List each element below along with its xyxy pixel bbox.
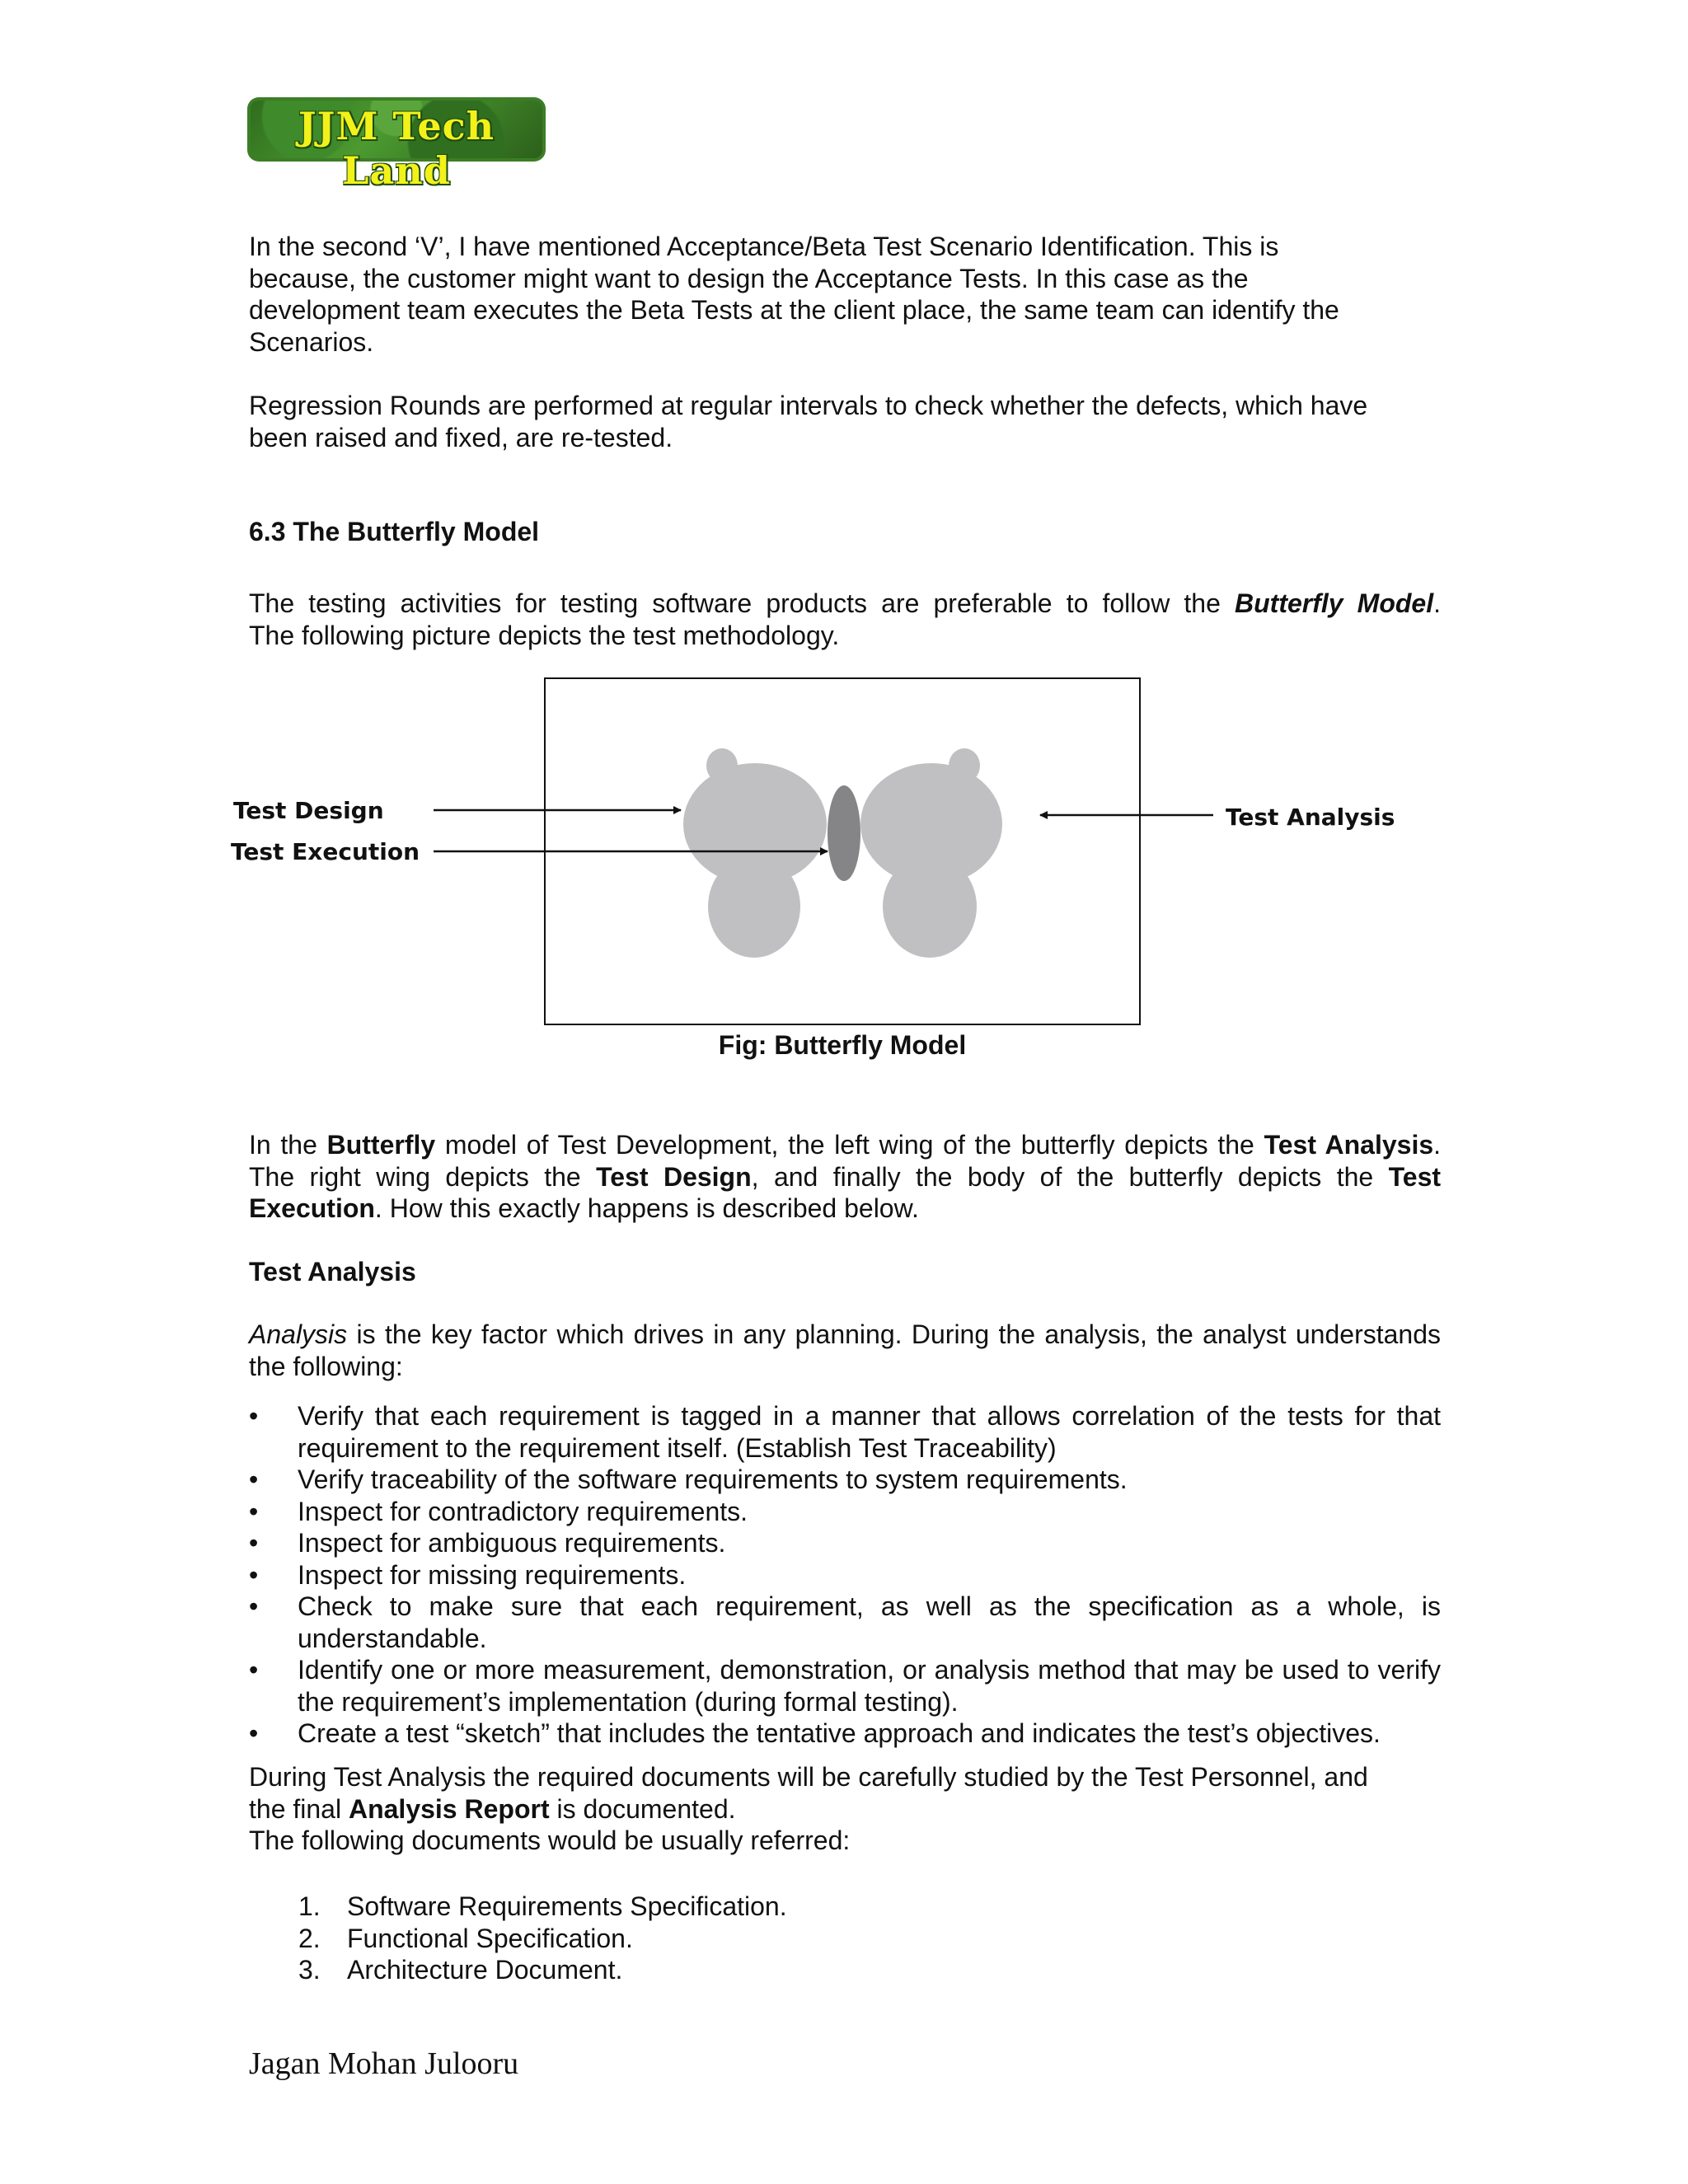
analysis-emphasis: Analysis	[249, 1319, 348, 1349]
analysis-after-paragraph	[249, 1761, 1441, 1857]
analysis-bullet-list	[249, 1400, 1441, 1750]
desc-text: , and finally the body of the butterfly depicts the	[751, 1161, 1389, 1192]
desc-bold: Test Execution	[249, 1161, 1442, 1223]
list-item-text: Verify that each requirement is tagged in a manner that allows correlation of the tests for that requirement to the requirement itself. (Establish Test Traceability)	[298, 1401, 1441, 1463]
list-item	[249, 1464, 1441, 1496]
list-item-text: Create a test “sketch” that includes the tentative approach and indicates the test’s objectives.	[298, 1718, 1381, 1748]
test-analysis-heading: Test Analysis	[249, 1257, 416, 1286]
left-wing	[683, 748, 827, 958]
intro-p1-line: In the second ‘V’, I have mentioned Acceptance/Beta Test Scenario Identification. This is	[249, 232, 1279, 261]
list-item	[249, 1954, 787, 1986]
list-item-text: Inspect for contradictory requirements.	[298, 1496, 748, 1526]
desc-bold: Test Design	[596, 1161, 752, 1192]
list-number: 2.	[298, 1923, 321, 1953]
after-line-3: The following documents would be usually referred:	[249, 1825, 851, 1855]
intro-p2-line: Regression Rounds are performed at regular intervals to check whether the defects, which have	[249, 391, 1368, 420]
butterfly-body	[828, 785, 860, 881]
intro-p1-line: Scenarios.	[249, 326, 374, 357]
label-test-execution: Test Execution	[231, 838, 420, 865]
analysis-intro	[249, 1319, 1441, 1382]
lead-period: .	[1433, 588, 1442, 618]
list-number: 3.	[298, 1955, 321, 1985]
lead-text: The testing activities for testing software products are preferable to follow the	[249, 588, 1236, 618]
list-item	[249, 1527, 1441, 1559]
after-line-1: During Test Analysis the required documents will be carefully studied by the Test Personnel, and	[249, 1762, 1368, 1792]
list-item-text: Identify one or more measurement, demonstration, or analysis method that may be used to verify the requirement’s implementation (during formal testing).	[298, 1655, 1441, 1717]
analysis-intro-text: is the key factor which drives in any planning. During the analysis, the analyst understands the following:	[249, 1319, 1441, 1381]
intro-p1-line: development team executes the Beta Tests at the client place, the same team can identify the	[249, 295, 1339, 325]
intro-p2-line: been raised and fixed, are re-tested.	[249, 422, 673, 452]
list-item	[249, 1654, 1441, 1718]
list-item-text: Software Requirements Specification.	[347, 1891, 787, 1921]
desc-text: model of Test Development, the left wing of the butterfly depicts the	[435, 1130, 1264, 1160]
desc-text: . The right wing depicts the	[249, 1130, 1442, 1192]
after-text: the final	[249, 1793, 349, 1824]
butterfly-description	[249, 1129, 1441, 1225]
label-test-analysis: Test Analysis	[1226, 804, 1395, 831]
bullet-icon: •	[249, 1496, 259, 1526]
after-bold: Analysis Report	[348, 1793, 550, 1824]
list-item-text: Verify traceability of the software requirements to system requirements.	[298, 1465, 1128, 1494]
list-item-text: Check to make sure that each requirement, as well as the specification as a whole, is understandable.	[298, 1591, 1441, 1653]
left-upper-wing	[683, 763, 827, 885]
list-item-text: Inspect for ambiguous requirements.	[298, 1528, 726, 1558]
list-item-text: Functional Specification.	[347, 1923, 633, 1953]
section-heading: 6.3 The Butterfly Model	[249, 517, 540, 546]
bullet-icon: •	[249, 1401, 259, 1431]
list-item	[249, 1496, 1441, 1528]
desc-bold: Test Analysis	[1264, 1130, 1434, 1160]
footer-author: Jagan Mohan Julooru	[249, 2046, 519, 2081]
after-text: is documented.	[549, 1793, 736, 1824]
list-item	[249, 1891, 787, 1923]
list-item	[249, 1718, 1441, 1750]
section-lead-line-2: The following picture depicts the test methodology.	[249, 620, 840, 650]
list-item	[249, 1400, 1441, 1464]
figure-caption: Fig: Butterfly Model	[718, 1030, 967, 1060]
list-item	[249, 1923, 787, 1955]
after-line-2	[249, 1793, 1441, 1825]
lead-emphasis: Butterfly Model	[1235, 588, 1434, 618]
right-upper-wing	[860, 763, 1002, 885]
bullet-icon: •	[249, 1465, 259, 1494]
bullet-icon: •	[249, 1655, 259, 1685]
logo-text: JJM Tech Land	[298, 104, 495, 193]
list-item	[249, 1591, 1441, 1654]
right-wing	[860, 748, 1002, 958]
documents-numbered-list	[249, 1891, 787, 1986]
bullet-icon: •	[249, 1591, 259, 1621]
desc-text: In the	[249, 1130, 327, 1160]
list-item-text: Inspect for missing requirements.	[298, 1559, 687, 1590]
list-item-text: Architecture Document.	[347, 1955, 623, 1985]
list-number: 1.	[298, 1891, 321, 1921]
bullet-icon: •	[249, 1528, 259, 1558]
label-test-design: Test Design	[233, 797, 384, 824]
desc-bold: Butterfly	[326, 1130, 436, 1160]
intro-p1-line: because, the customer might want to design the Acceptance Tests. In this case as the	[249, 263, 1249, 293]
list-item	[249, 1559, 1441, 1591]
bullet-icon: •	[249, 1718, 259, 1748]
desc-text: . How this exactly happens is described below.	[374, 1193, 919, 1223]
bullet-icon: •	[249, 1559, 259, 1590]
